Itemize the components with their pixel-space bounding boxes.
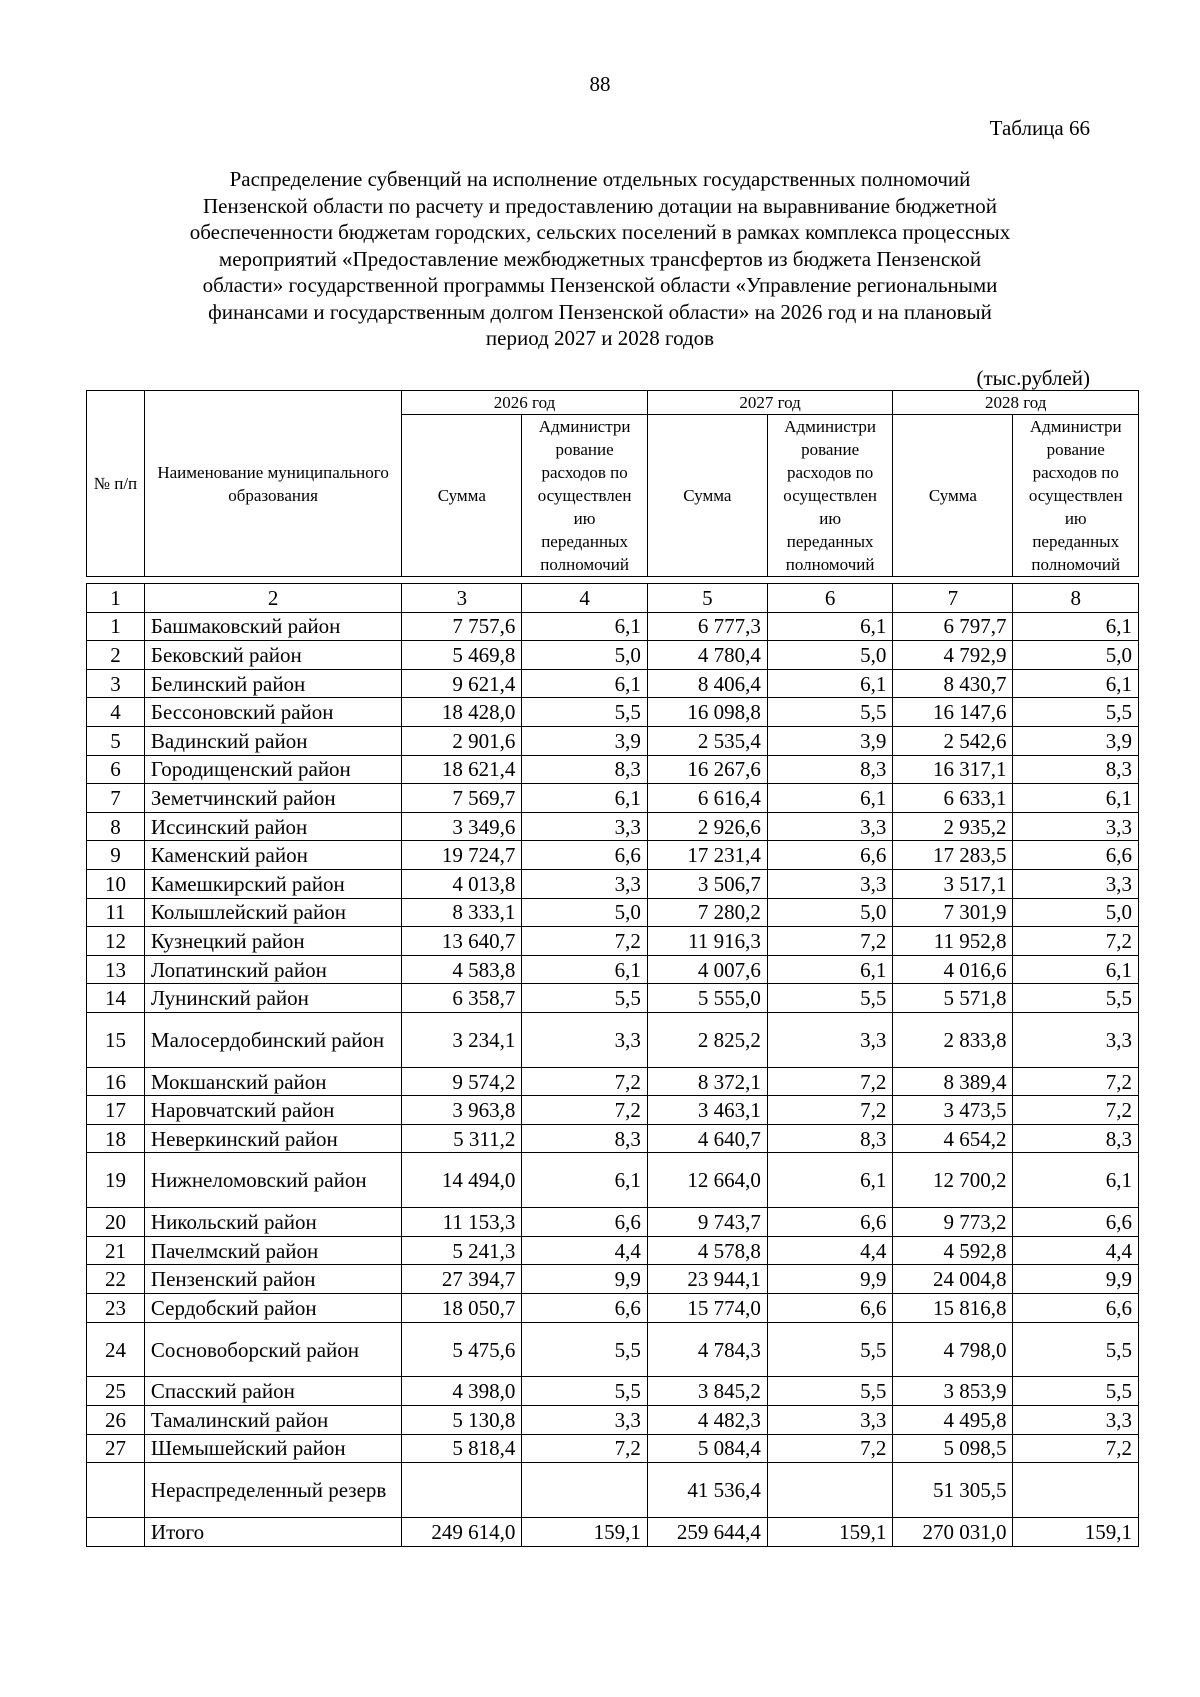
cell-name: Лопатинский район: [144, 955, 401, 984]
cell-a26: 159,1: [522, 1518, 647, 1547]
cell-s28: 6 797,7: [893, 612, 1013, 641]
cell-s27: 2 825,2: [647, 1012, 767, 1067]
cell-a28: 5,5: [1013, 984, 1139, 1013]
cell-a26: 9,9: [522, 1265, 647, 1294]
cell-a26: 5,5: [522, 698, 647, 727]
cell-a27: 7,2: [767, 1067, 892, 1096]
cell-name: Земетчинский район: [144, 784, 401, 813]
cell-s27: 11 916,3: [647, 927, 767, 956]
cell-a28: 5,0: [1013, 641, 1139, 670]
cell-n: 15: [87, 1012, 145, 1067]
cell-s28: 3 517,1: [893, 869, 1013, 898]
cell-s28: 6 633,1: [893, 784, 1013, 813]
cell-s28: 4 798,0: [893, 1322, 1013, 1377]
cell-s28: 3 853,9: [893, 1377, 1013, 1406]
header-admin-2026: Администри рование расходов по осуществлен ию переданных полномочий: [522, 415, 647, 577]
cell-n: 17: [87, 1096, 145, 1125]
cell-s26: 4 583,8: [402, 955, 522, 984]
cell-a28: [1013, 1463, 1139, 1518]
cell-s26: 4 013,8: [402, 869, 522, 898]
cell-s28: 12 700,2: [893, 1153, 1013, 1208]
cell-name: Вадинский район: [144, 726, 401, 755]
column-number: 7: [893, 584, 1013, 613]
cell-name: Белинский район: [144, 669, 401, 698]
cell-s26: 5 469,8: [402, 641, 522, 670]
cell-s26: 18 621,4: [402, 755, 522, 784]
cell-s27: 4 780,4: [647, 641, 767, 670]
cell-name: Бессоновский район: [144, 698, 401, 727]
cell-n: 5: [87, 726, 145, 755]
cell-s26: 5 475,6: [402, 1322, 522, 1377]
cell-name: Кузнецкий район: [144, 927, 401, 956]
header-sum-2028: Сумма: [893, 415, 1013, 577]
cell-s28: 2 935,2: [893, 812, 1013, 841]
cell-s28: 4 016,6: [893, 955, 1013, 984]
cell-s27: 3 845,2: [647, 1377, 767, 1406]
cell-name: Спасский район: [144, 1377, 401, 1406]
cell-a28: 4,4: [1013, 1236, 1139, 1265]
cell-name: Пензенский район: [144, 1265, 401, 1294]
cell-name: Сосновоборский район: [144, 1322, 401, 1377]
cell-n: 19: [87, 1153, 145, 1208]
table-row: [87, 1236, 1139, 1265]
cell-a26: 3,3: [522, 1012, 647, 1067]
header-sum-2026: Сумма: [402, 415, 522, 577]
cell-a26: 7,2: [522, 1434, 647, 1463]
table-row: [87, 612, 1139, 641]
table-row: [87, 784, 1139, 813]
cell-a27: 6,6: [767, 1208, 892, 1237]
cell-s26: 18 428,0: [402, 698, 522, 727]
cell-a28: 3,3: [1013, 1012, 1139, 1067]
table-row: [87, 1406, 1139, 1435]
cell-a28: 3,3: [1013, 1406, 1139, 1435]
cell-name: Башмаковский район: [144, 612, 401, 641]
header-admin-2028: Администри рование расходов по осуществлен ию переданных полномочий: [1013, 415, 1139, 577]
cell-s27: 5 555,0: [647, 984, 767, 1013]
cell-a27: 5,5: [767, 1322, 892, 1377]
cell-n: 6: [87, 755, 145, 784]
cell-s26: 9 621,4: [402, 669, 522, 698]
cell-a27: 5,5: [767, 984, 892, 1013]
cell-name: Нераспределенный резерв: [144, 1463, 401, 1518]
table-row: [87, 812, 1139, 841]
cell-s28: 3 473,5: [893, 1096, 1013, 1125]
cell-s26: 14 494,0: [402, 1153, 522, 1208]
column-number: 1: [87, 584, 145, 613]
cell-n: 21: [87, 1236, 145, 1265]
cell-s28: 4 654,2: [893, 1124, 1013, 1153]
cell-a27: [767, 1463, 892, 1518]
cell-s26: 5 311,2: [402, 1124, 522, 1153]
cell-s27: 12 664,0: [647, 1153, 767, 1208]
cell-a28: 9,9: [1013, 1265, 1139, 1294]
cell-n: 23: [87, 1294, 145, 1323]
cell-a26: 5,5: [522, 1377, 647, 1406]
cell-s26: 3 963,8: [402, 1096, 522, 1125]
table-row: [87, 898, 1139, 927]
column-number: 3: [402, 584, 522, 613]
cell-a27: 159,1: [767, 1518, 892, 1547]
cell-s27: 2 535,4: [647, 726, 767, 755]
cell-n: 11: [87, 898, 145, 927]
cell-n: 27: [87, 1434, 145, 1463]
cell-a26: 6,6: [522, 1294, 647, 1323]
cell-s26: 19 724,7: [402, 841, 522, 870]
table-row: [87, 1518, 1139, 1547]
cell-a27: 7,2: [767, 1434, 892, 1463]
cell-s26: 5 818,4: [402, 1434, 522, 1463]
cell-n: [87, 1463, 145, 1518]
cell-a26: 5,5: [522, 984, 647, 1013]
cell-a28: 3,3: [1013, 812, 1139, 841]
cell-name: Никольский район: [144, 1208, 401, 1237]
table-row: [87, 669, 1139, 698]
table-row: [87, 1463, 1139, 1518]
table-row: [87, 1377, 1139, 1406]
cell-a28: 6,6: [1013, 1208, 1139, 1237]
document-title: Распределение субвенций на исполнение отдельных государственных полномочий Пензенской области по расчету и предоставлению дотации на выравнивание бюджетной обеспеченности бюджетам городских, сельских поселений в рамках комплекса процессных мероприятий «Предоставление межбюджетных трансфертов из бюджета Пензенской области» государственной программы Пензенской области «Управление региональными финансами и государственным долгом Пензенской области» на 2026 год и на плановый период 2027 и 2028 годов: [189, 167, 1011, 350]
cell-n: 10: [87, 869, 145, 898]
cell-s26: [402, 1463, 522, 1518]
cell-a28: 8,3: [1013, 1124, 1139, 1153]
cell-s28: 8 430,7: [893, 669, 1013, 698]
cell-s27: 5 084,4: [647, 1434, 767, 1463]
units-label: (тыс.рублей): [976, 366, 1090, 390]
cell-a27: 9,9: [767, 1265, 892, 1294]
table-row: [87, 1294, 1139, 1323]
cell-s27: 6 777,3: [647, 612, 767, 641]
table-row: [87, 841, 1139, 870]
column-number: 8: [1013, 584, 1139, 613]
cell-a28: 7,2: [1013, 1434, 1139, 1463]
cell-name: Малосердобинский район: [144, 1012, 401, 1067]
cell-a27: 5,0: [767, 641, 892, 670]
header-name: Наименование муниципального образования: [144, 391, 401, 577]
cell-a26: 7,2: [522, 1096, 647, 1125]
cell-a26: 3,9: [522, 726, 647, 755]
cell-name: Лунинский район: [144, 984, 401, 1013]
cell-name: Камешкирский район: [144, 869, 401, 898]
header-year-2028: 2028 год: [893, 391, 1139, 415]
cell-s26: 11 153,3: [402, 1208, 522, 1237]
cell-a27: 4,4: [767, 1236, 892, 1265]
cell-s28: 17 283,5: [893, 841, 1013, 870]
cell-a27: 3,3: [767, 812, 892, 841]
cell-name: Наровчатский район: [144, 1096, 401, 1125]
cell-n: 12: [87, 927, 145, 956]
cell-a28: 6,6: [1013, 841, 1139, 870]
cell-name: Иссинский район: [144, 812, 401, 841]
cell-n: 7: [87, 784, 145, 813]
cell-name: Пачелмский район: [144, 1236, 401, 1265]
cell-s27: 16 267,6: [647, 755, 767, 784]
cell-n: 24: [87, 1322, 145, 1377]
cell-a28: 7,2: [1013, 1096, 1139, 1125]
cell-s28: 8 389,4: [893, 1067, 1013, 1096]
cell-s26: 8 333,1: [402, 898, 522, 927]
cell-a28: 5,5: [1013, 698, 1139, 727]
cell-a27: 7,2: [767, 1096, 892, 1125]
cell-a27: 5,5: [767, 1377, 892, 1406]
cell-a28: 6,1: [1013, 1153, 1139, 1208]
data-table: [86, 583, 1139, 1547]
table-row: [87, 1265, 1139, 1294]
page-number: 88: [589, 72, 611, 96]
cell-a26: 7,2: [522, 927, 647, 956]
cell-a27: 8,3: [767, 755, 892, 784]
cell-s26: 249 614,0: [402, 1518, 522, 1547]
cell-a28: 6,1: [1013, 784, 1139, 813]
cell-name: Мокшанский район: [144, 1067, 401, 1096]
cell-s28: 5 571,8: [893, 984, 1013, 1013]
cell-a27: 5,5: [767, 698, 892, 727]
cell-a27: 6,1: [767, 784, 892, 813]
header-sum-2027: Сумма: [647, 415, 767, 577]
cell-a28: 3,9: [1013, 726, 1139, 755]
cell-a28: 6,1: [1013, 955, 1139, 984]
cell-a28: 5,5: [1013, 1322, 1139, 1377]
cell-s27: 3 506,7: [647, 869, 767, 898]
table-row: [87, 1208, 1139, 1237]
header-year-2026: 2026 год: [402, 391, 648, 415]
column-numbers-row: [87, 584, 1139, 613]
cell-s26: 7 757,6: [402, 612, 522, 641]
table-row: [87, 955, 1139, 984]
cell-a28: 159,1: [1013, 1518, 1139, 1547]
cell-name: Бековский район: [144, 641, 401, 670]
cell-s28: 16 317,1: [893, 755, 1013, 784]
cell-s26: 6 358,7: [402, 984, 522, 1013]
cell-s27: 4 007,6: [647, 955, 767, 984]
cell-s28: 11 952,8: [893, 927, 1013, 956]
cell-n: 4: [87, 698, 145, 727]
cell-a26: 8,3: [522, 755, 647, 784]
column-number: 5: [647, 584, 767, 613]
cell-name: Каменский район: [144, 841, 401, 870]
cell-a27: 6,1: [767, 669, 892, 698]
cell-s27: 3 463,1: [647, 1096, 767, 1125]
table-row: [87, 869, 1139, 898]
cell-s26: 7 569,7: [402, 784, 522, 813]
cell-n: 20: [87, 1208, 145, 1237]
cell-n: 3: [87, 669, 145, 698]
cell-a26: 6,1: [522, 784, 647, 813]
table-row: [87, 755, 1139, 784]
cell-n: 8: [87, 812, 145, 841]
cell-name: Сердобский район: [144, 1294, 401, 1323]
cell-a28: 6,1: [1013, 669, 1139, 698]
cell-s27: 259 644,4: [647, 1518, 767, 1547]
column-number: 6: [767, 584, 892, 613]
cell-a26: 6,6: [522, 1208, 647, 1237]
cell-s28: 270 031,0: [893, 1518, 1013, 1547]
cell-s26: 4 398,0: [402, 1377, 522, 1406]
cell-a28: 5,0: [1013, 898, 1139, 927]
cell-s27: 23 944,1: [647, 1265, 767, 1294]
table-row: [87, 641, 1139, 670]
cell-s27: 4 784,3: [647, 1322, 767, 1377]
cell-s27: 4 578,8: [647, 1236, 767, 1265]
cell-a27: 3,3: [767, 1012, 892, 1067]
cell-s28: 4 495,8: [893, 1406, 1013, 1435]
cell-a26: 7,2: [522, 1067, 647, 1096]
table-row: [87, 1012, 1139, 1067]
cell-s28: 4 592,8: [893, 1236, 1013, 1265]
cell-a26: [522, 1463, 647, 1518]
cell-a26: 6,1: [522, 1153, 647, 1208]
table-row: [87, 726, 1139, 755]
cell-s28: 15 816,8: [893, 1294, 1013, 1323]
cell-n: 26: [87, 1406, 145, 1435]
cell-a26: 6,6: [522, 841, 647, 870]
cell-s28: 7 301,9: [893, 898, 1013, 927]
cell-n: [87, 1518, 145, 1547]
cell-a26: 3,3: [522, 869, 647, 898]
cell-s26: 13 640,7: [402, 927, 522, 956]
cell-a27: 6,1: [767, 955, 892, 984]
cell-n: 18: [87, 1124, 145, 1153]
cell-name: Тамалинский район: [144, 1406, 401, 1435]
cell-n: 25: [87, 1377, 145, 1406]
cell-n: 16: [87, 1067, 145, 1096]
cell-a27: 6,1: [767, 612, 892, 641]
cell-name: Городищенский район: [144, 755, 401, 784]
cell-a28: 5,5: [1013, 1377, 1139, 1406]
cell-s28: 2 542,6: [893, 726, 1013, 755]
cell-s28: 24 004,8: [893, 1265, 1013, 1294]
cell-a27: 8,3: [767, 1124, 892, 1153]
cell-s26: 5 241,3: [402, 1236, 522, 1265]
cell-n: 1: [87, 612, 145, 641]
cell-a28: 6,6: [1013, 1294, 1139, 1323]
header-year-2027: 2027 год: [647, 391, 893, 415]
cell-a28: 8,3: [1013, 755, 1139, 784]
cell-name: Шемышейский район: [144, 1434, 401, 1463]
cell-name: Нижнеломовский район: [144, 1153, 401, 1208]
table-row: [87, 1067, 1139, 1096]
cell-name: Неверкинский район: [144, 1124, 401, 1153]
cell-s27: 6 616,4: [647, 784, 767, 813]
cell-s27: 15 774,0: [647, 1294, 767, 1323]
cell-s26: 5 130,8: [402, 1406, 522, 1435]
cell-name: Колышлейский район: [144, 898, 401, 927]
cell-name: Итого: [144, 1518, 401, 1547]
cell-a27: 6,6: [767, 841, 892, 870]
cell-s27: 4 482,3: [647, 1406, 767, 1435]
table-row: [87, 1096, 1139, 1125]
cell-a27: 6,6: [767, 1294, 892, 1323]
column-number: 4: [522, 584, 647, 613]
cell-a26: 8,3: [522, 1124, 647, 1153]
cell-a27: 3,9: [767, 726, 892, 755]
cell-s27: 17 231,4: [647, 841, 767, 870]
cell-s28: 5 098,5: [893, 1434, 1013, 1463]
cell-a26: 3,3: [522, 812, 647, 841]
cell-s27: 41 536,4: [647, 1463, 767, 1518]
cell-a26: 5,0: [522, 898, 647, 927]
header-admin-2027: Администри рование расходов по осуществлен ию переданных полномочий: [767, 415, 892, 577]
column-number: 2: [144, 584, 401, 613]
cell-a27: 3,3: [767, 869, 892, 898]
cell-a28: 7,2: [1013, 1067, 1139, 1096]
cell-s26: 27 394,7: [402, 1265, 522, 1294]
table-label: Таблица 66: [989, 116, 1090, 140]
table-row: [87, 1153, 1139, 1208]
cell-a27: 7,2: [767, 927, 892, 956]
cell-a27: 6,1: [767, 1153, 892, 1208]
cell-a27: 3,3: [767, 1406, 892, 1435]
cell-s27: 9 743,7: [647, 1208, 767, 1237]
cell-s28: 4 792,9: [893, 641, 1013, 670]
cell-a28: 7,2: [1013, 927, 1139, 956]
cell-n: 13: [87, 955, 145, 984]
table-header: [86, 390, 1139, 577]
header-num: № п/п: [87, 391, 145, 577]
cell-a28: 6,1: [1013, 612, 1139, 641]
cell-s28: 16 147,6: [893, 698, 1013, 727]
cell-s27: 8 406,4: [647, 669, 767, 698]
cell-s27: 4 640,7: [647, 1124, 767, 1153]
cell-n: 9: [87, 841, 145, 870]
cell-s26: 3 234,1: [402, 1012, 522, 1067]
cell-a26: 6,1: [522, 955, 647, 984]
cell-s26: 2 901,6: [402, 726, 522, 755]
table-row: [87, 1434, 1139, 1463]
cell-n: 22: [87, 1265, 145, 1294]
table-row: [87, 1124, 1139, 1153]
cell-a28: 3,3: [1013, 869, 1139, 898]
cell-a26: 6,1: [522, 669, 647, 698]
cell-s26: 18 050,7: [402, 1294, 522, 1323]
cell-s27: 8 372,1: [647, 1067, 767, 1096]
cell-a26: 4,4: [522, 1236, 647, 1265]
table-row: [87, 927, 1139, 956]
cell-s27: 16 098,8: [647, 698, 767, 727]
cell-s28: 9 773,2: [893, 1208, 1013, 1237]
cell-a27: 5,0: [767, 898, 892, 927]
cell-s26: 9 574,2: [402, 1067, 522, 1096]
cell-n: 2: [87, 641, 145, 670]
table-row: [87, 698, 1139, 727]
cell-a26: 5,5: [522, 1322, 647, 1377]
cell-s27: 7 280,2: [647, 898, 767, 927]
cell-s26: 3 349,6: [402, 812, 522, 841]
cell-a26: 3,3: [522, 1406, 647, 1435]
cell-s28: 51 305,5: [893, 1463, 1013, 1518]
cell-a26: 5,0: [522, 641, 647, 670]
cell-n: 14: [87, 984, 145, 1013]
table-row: [87, 1322, 1139, 1377]
cell-a26: 6,1: [522, 612, 647, 641]
cell-s28: 2 833,8: [893, 1012, 1013, 1067]
table-row: [87, 984, 1139, 1013]
cell-s27: 2 926,6: [647, 812, 767, 841]
